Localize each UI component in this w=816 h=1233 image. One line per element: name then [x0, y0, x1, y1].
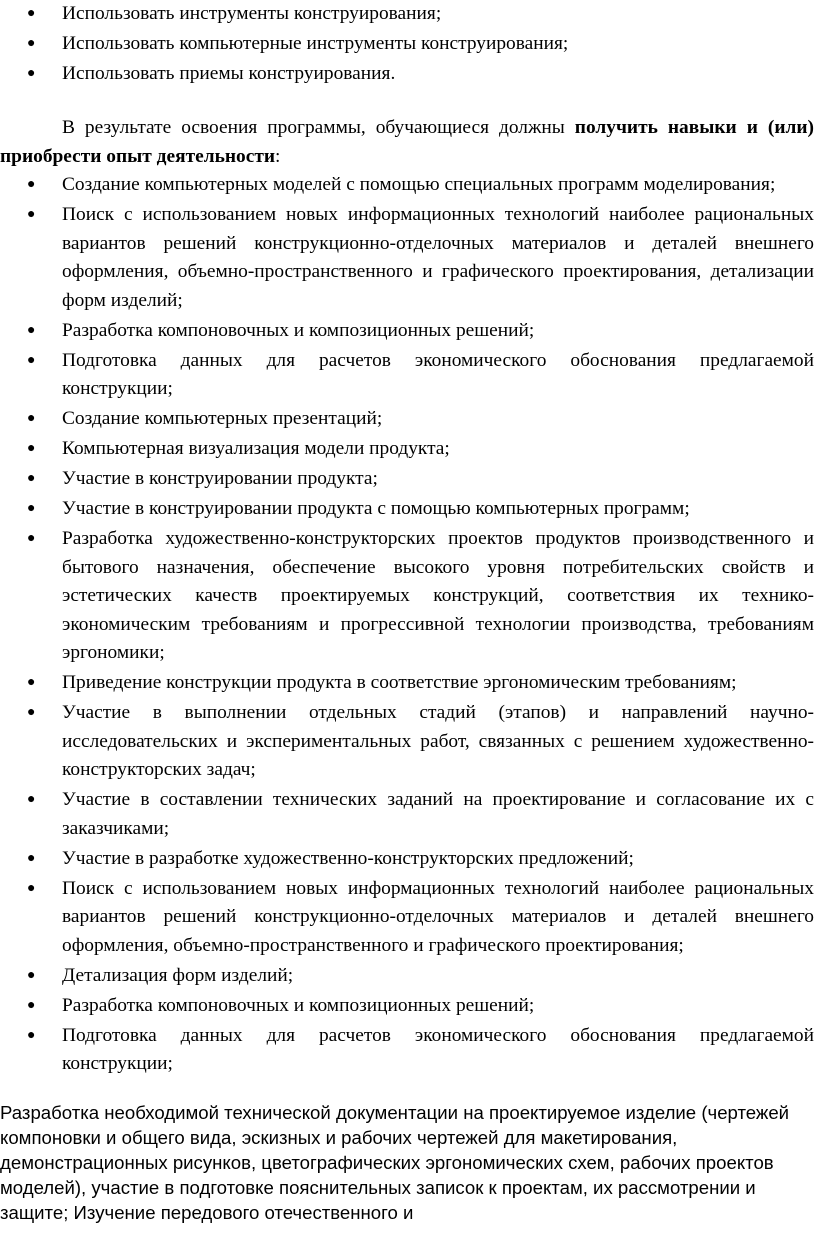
list-item: [0, 405, 816, 434]
list-item-text: Разработка компоновочных и композиционных решений;: [62, 994, 535, 1016]
bullet-icon: ●: [27, 471, 36, 486]
tools-list: [0, 0, 816, 90]
intro-emphasis: получить навыки и (или) приобрести опыт деятельности: [0, 117, 815, 167]
list-item-text: Разработка компоновочных и композиционных решений;: [62, 319, 535, 341]
list-item-text: Подготовка данных для расчетов экономического обоснования предлагаемой конструкции;: [62, 1024, 814, 1074]
list-item: [0, 1022, 816, 1079]
list-item: [0, 962, 816, 991]
list-item-text: Участие в разработке художественно-конструкторских предложений;: [62, 847, 634, 869]
bullet-icon: ●: [27, 705, 36, 720]
list-item: [0, 992, 816, 1021]
bullet-icon: ●: [27, 880, 36, 896]
list-item: [0, 435, 816, 464]
list-item-text: Участие в конструировании продукта с помощью компьютерных программ;: [62, 498, 690, 519]
list-item-text: Использовать компьютерные инструменты конструирования;: [62, 33, 569, 54]
list-item-text: Компьютерная визуализация модели продукта;: [62, 438, 450, 459]
list-item-text: Создание компьютерных презентаций;: [62, 408, 383, 429]
bullet-icon: ●: [27, 1027, 36, 1043]
bullet-icon: ●: [27, 850, 36, 866]
list-item: [0, 875, 816, 961]
bullet-icon: ●: [27, 177, 36, 192]
list-item: [0, 60, 816, 89]
bullet-icon: ●: [27, 531, 36, 546]
list-item-text: Создание компьютерных моделей с помощью специальных программ моделирования;: [62, 174, 776, 195]
list-item-text: Подготовка данных для расчетов экономического обоснования предлагаемой конструкции;: [62, 349, 814, 399]
list-item: [0, 201, 816, 315]
bullet-icon: ●: [27, 6, 36, 21]
list-item-text: Участие в составлении технических заданий на проектирование и согласование их с заказчиками;: [62, 789, 814, 839]
skills-list: [0, 171, 816, 1080]
list-item-text: Разработка художественно-конструкторских проектов продуктов производственного и бытового назначения, обеспечение высокого уровня потребительских свойств и эстетических качеств проектируемых конструкций, соответствия их технико-экономическим требованиям и прогрессивной технологии производства, требованиям эргономики;: [62, 528, 814, 663]
intro-paragraph: [0, 114, 814, 171]
list-item: [0, 525, 816, 668]
bullet-icon: ●: [27, 501, 36, 516]
list-item-text: Детализация форм изделий;: [62, 964, 294, 986]
list-item: [0, 347, 816, 404]
list-item: [0, 699, 816, 785]
list-item: [0, 495, 816, 524]
list-item: [0, 171, 816, 200]
bullet-icon: ●: [27, 967, 36, 983]
bullet-icon: ●: [27, 441, 36, 456]
closing-paragraph: Разработка необходимой технической документации на проектируемое изделие (чертежей компоновки и общего вида, эскизных и рабочих чертежей для макетирования, демонстрационных рисунков, цветографических эргономических схем, рабочих проектов моделей), участие в подготовке пояснительных записок к проектам, их рассмотрении и защите; Изучение передового отечественного и: [0, 1102, 790, 1223]
bullet-icon: ●: [27, 997, 36, 1013]
bullet-icon: ●: [27, 675, 36, 690]
list-item-text: Участие в конструировании продукта;: [62, 468, 378, 489]
list-item: [0, 465, 816, 494]
list-item-text: Поиск с использованием новых информационных технологий наиболее рациональных вариантов решений конструкционно-отделочных материалов и деталей внешнего оформления, объемно-пространственного и графического проектирования, детализации форм изделий;: [62, 204, 814, 311]
bullet-icon: ●: [27, 36, 36, 51]
bullet-icon: ●: [27, 792, 36, 807]
intro-tail: :: [275, 145, 281, 167]
bullet-icon: ●: [27, 66, 36, 81]
list-item: [0, 669, 816, 698]
list-item-text: Использовать приемы конструирования.: [62, 63, 396, 84]
list-item-text: Поиск с использованием новых информационных технологий наиболее рациональных вариантов решений конструкционно-отделочных материалов и деталей внешнего оформления, объемно-пространственного и графического проектирования;: [62, 877, 814, 956]
list-item: [0, 845, 816, 874]
intro-lead: В результате освоения программы, обучающиеся должны: [62, 117, 575, 138]
bullet-icon: ●: [27, 411, 36, 426]
bullet-icon: ●: [27, 352, 36, 368]
list-item: [0, 786, 816, 843]
list-item: [0, 30, 816, 59]
bullet-icon: ●: [27, 322, 36, 338]
list-item-text: Использовать инструменты конструирования;: [62, 3, 442, 24]
list-item: [0, 317, 816, 346]
bullet-icon: ●: [27, 207, 36, 222]
list-item-text: Участие в выполнении отдельных стадий (этапов) и направлений научно-исследовательских и экспериментальных работ, связанных с решением художественно-конструкторских задач;: [62, 702, 814, 780]
list-item: [0, 0, 816, 29]
list-item-text: Приведение конструкции продукта в соответствие эргономическим требованиям;: [62, 672, 737, 693]
